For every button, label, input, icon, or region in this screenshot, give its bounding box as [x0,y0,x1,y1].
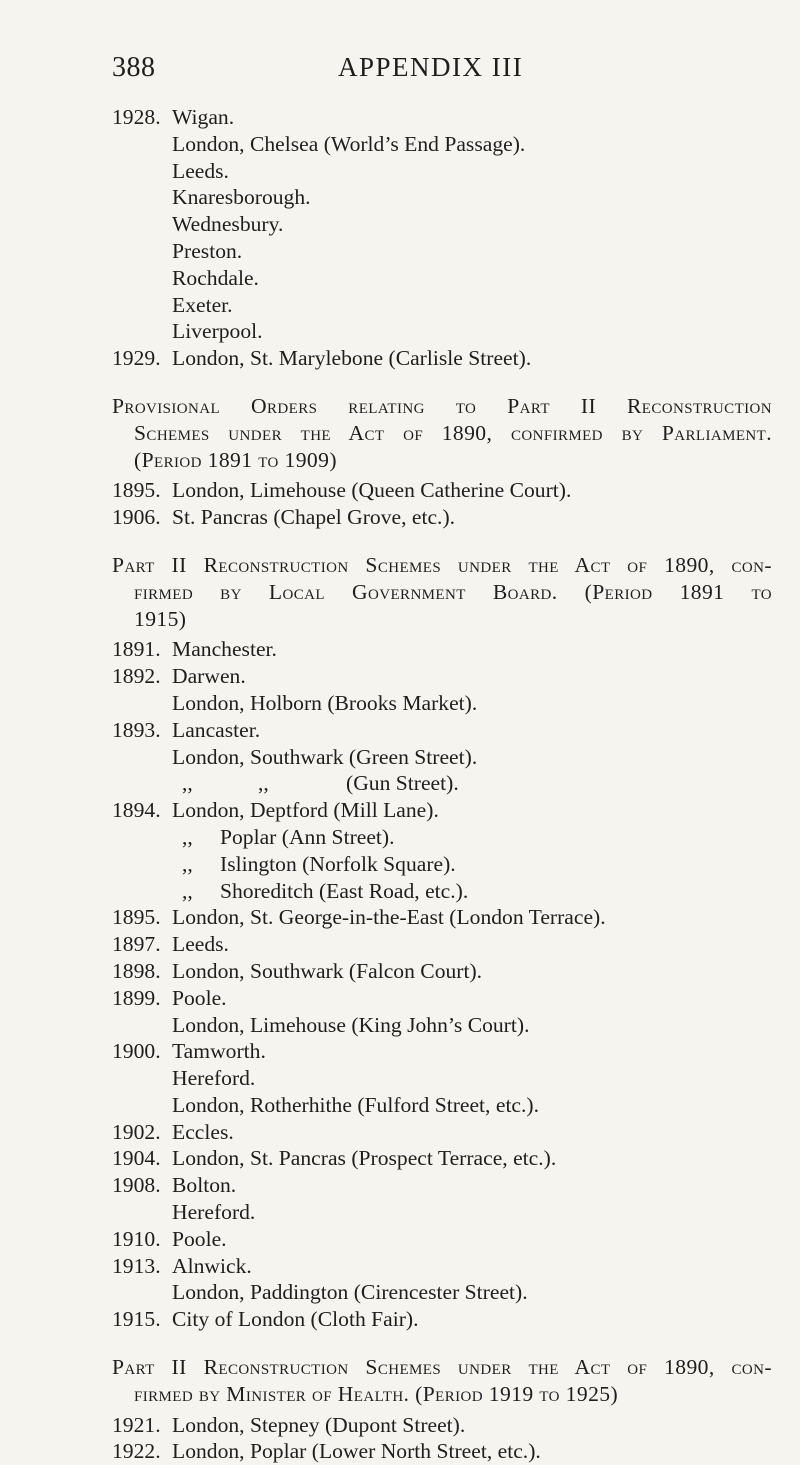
place: London, Limehouse (Queen Catherine Court). [172,478,572,503]
place: Knaresborough. [172,185,311,210]
heading-line: Part II Reconstruction Schemes under the Act of 1890, con- [112,552,772,577]
place: City of London (Cloth Fair). [172,1307,419,1332]
year: 1921. [112,1412,161,1437]
list-item [112,1172,772,1199]
list-item [112,1038,772,1065]
year: 1910. [112,1226,161,1251]
year: 1915. [112,1307,161,1332]
place: London, Chelsea (World’s End Passage). [172,131,526,156]
list-item [112,477,772,504]
list-item [112,345,772,372]
list-item [112,1253,772,1280]
place: London, Deptford (Mill Lane). [172,798,439,823]
place: Alnwick. [172,1253,252,1278]
list-item [112,184,772,211]
place: Wednesbury. [172,212,284,237]
list-item [112,958,772,985]
year: 1892. [112,664,161,689]
year: 1893. [112,717,161,742]
list-item [112,1412,772,1439]
place: Eccles. [172,1119,234,1144]
list-item [112,1306,772,1333]
list-item [112,131,772,158]
place-detail: (Gun Street). [346,771,459,796]
place: Bolton. [172,1173,237,1198]
list-item [112,1279,772,1306]
year: 1900. [112,1039,161,1064]
section-1-list [112,104,772,372]
page-number: 388 [112,52,156,83]
place: Tamworth. [172,1039,266,1064]
section-2-heading [112,393,772,473]
list-item [112,770,772,797]
place: Wigan. [172,105,235,129]
list-item [112,1199,772,1226]
page-header [0,52,800,92]
list-item [112,744,772,771]
list-item [112,1119,772,1146]
year: 1908. [112,1173,161,1198]
list-item [112,690,772,717]
year: 1904. [112,1146,161,1171]
heading-line: 1915) [134,606,187,631]
place: St. Pancras (Chapel Grove, etc.). [172,505,456,530]
year: 1929. [112,346,161,371]
place: Hereford. [172,1200,256,1225]
place: London, Southwark (Green Street). [172,744,478,769]
place: Liverpool. [172,319,263,344]
list-item [112,931,772,958]
ditto-mark: ,, [258,771,269,796]
place: London, Southwark (Falcon Court). [172,958,483,983]
section-3-list [112,636,772,1333]
list-item [112,663,772,690]
running-head: APPENDIX III [338,52,524,82]
place-detail: Islington (Norfolk Square). [220,851,456,876]
place: Rochdale. [172,265,259,290]
place: Exeter. [172,292,233,317]
section-3-heading [112,552,772,632]
heading-line: Part II Reconstruction Schemes under the Act of 1890, con- [112,1355,772,1380]
place: Poole. [172,1226,227,1251]
list-item [112,1226,772,1253]
list-item [112,292,772,319]
place: London, Poplar (Lower North Street, etc.). [172,1439,541,1464]
place-detail: Shoreditch (East Road, etc.). [220,878,469,903]
place [172,878,468,905]
list-item [112,1145,772,1172]
list-item [112,904,772,931]
place: London, St. Marylebone (Carlisle Street). [172,346,532,371]
place: London, St. Pancras (Prospect Terrace, etc.). [172,1146,557,1171]
place: Lancaster. [172,717,261,742]
page-content [112,104,772,1465]
heading-line: (Period 1891 to 1909) [134,447,337,472]
list-item [112,104,772,131]
place: London, Paddington (Cirencester Street). [172,1280,528,1305]
place: London, St. George-in-the-East (London Terrace). [172,905,606,930]
heading-line: firmed by Minister of Health. (Period 1919 to 1925) [134,1381,619,1406]
place: Leeds. [172,932,229,957]
list-item [112,797,772,824]
heading-line: Provisional Orders relating to Part II Reconstruction [112,393,772,418]
ditto-mark: ,, [182,878,193,903]
list-item [112,824,772,851]
place [172,851,456,878]
heading-line: firmed by Local Government Board. (Period 1891 to [134,579,772,604]
place [172,824,395,851]
section-2-list [112,477,772,531]
year: 1898. [112,958,161,983]
heading-line: Schemes under the Act of 1890, confirmed by Parliament. [134,420,772,445]
place: London, Holborn (Brooks Market). [172,690,478,715]
list-item [112,238,772,265]
list-item [112,636,772,663]
list-item [112,878,772,905]
place: Hereford. [172,1066,256,1091]
ditto-mark: ,, [182,771,193,796]
year: 1891. [112,637,161,662]
year: 1895. [112,478,161,503]
ditto-mark: ,, [182,824,193,849]
place: Darwen. [172,664,246,689]
place: Poole. [172,985,227,1010]
year: 1895. [112,905,161,930]
year: 1928. [112,105,161,129]
place: London, Stepney (Dupont Street). [172,1412,466,1437]
year: 1902. [112,1119,161,1144]
ditto-mark: ,, [182,851,193,876]
list-item [112,211,772,238]
list-item [112,851,772,878]
place: Preston. [172,238,243,263]
section-4-heading [112,1354,772,1408]
place [172,770,459,797]
year: 1906. [112,505,161,530]
place: London, Rotherhithe (Fulford Street, etc.). [172,1092,540,1117]
section-4-list [112,1412,772,1465]
year: 1922. [112,1439,161,1464]
list-item [112,158,772,185]
year: 1894. [112,798,161,823]
list-item [112,985,772,1012]
list-item [112,717,772,744]
year: 1899. [112,985,161,1010]
list-item [112,1012,772,1039]
place: Leeds. [172,158,229,183]
place: London, Limehouse (King John’s Court). [172,1012,530,1037]
list-item [112,1438,772,1465]
year: 1913. [112,1253,161,1278]
year: 1897. [112,932,161,957]
list-item [112,265,772,292]
list-item [112,504,772,531]
place: Manchester. [172,637,277,662]
list-item [112,1065,772,1092]
place-detail: Poplar (Ann Street). [220,824,395,849]
list-item [112,318,772,345]
list-item [112,1092,772,1119]
